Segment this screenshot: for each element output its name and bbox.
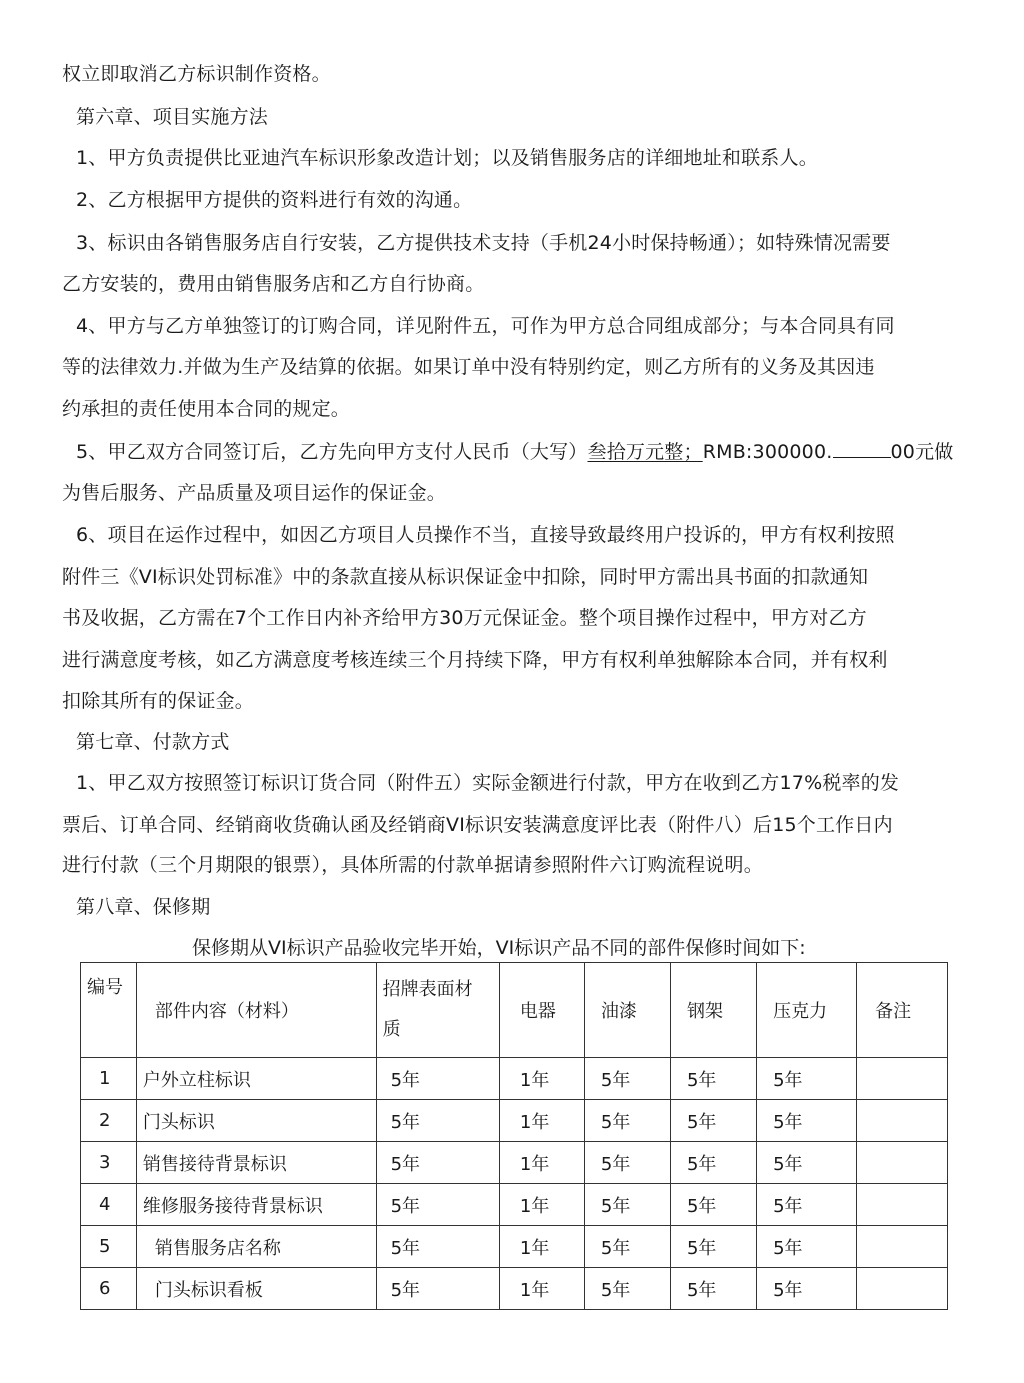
cell-note xyxy=(857,1100,948,1142)
deposit-amount-words: 叁拾万元整； xyxy=(587,441,703,463)
ch6-item-6-line-2: 附件三《VI标识处罚标准》中的条款直接从标识保证金中扣除，同时甲方需出具书面的扣款通知 xyxy=(62,566,869,588)
table-caption: 保修期从VI标识产品验收完毕开始，VI标识产品不同的部件保修时间如下: xyxy=(192,937,806,959)
deposit-amount-blank xyxy=(833,439,891,458)
cell-no: 3 xyxy=(81,1142,137,1184)
cell-electrical: 1年 xyxy=(499,1226,584,1268)
cell-electrical: 1年 xyxy=(499,1184,584,1226)
ch6-item-5-text: 5、甲乙双方合同签订后，乙方先向甲方支付人民币（大写） xyxy=(76,441,588,463)
cell-part: 销售服务店名称 xyxy=(136,1226,376,1268)
cell-paint: 5年 xyxy=(584,1142,670,1184)
cell-note xyxy=(857,1142,948,1184)
ch6-item-6-line-1: 6、项目在运作过程中，如因乙方项目人员操作不当，直接导致最终用户投诉的，甲方有权利按照 xyxy=(76,524,895,546)
cell-steel: 5年 xyxy=(670,1268,756,1310)
cell-paint: 5年 xyxy=(584,1100,670,1142)
ch6-item-6-line-5: 扣除其所有的保证金。 xyxy=(62,690,255,712)
cell-note xyxy=(857,1268,948,1310)
cell-note xyxy=(857,1184,948,1226)
cell-sign-material: 5年 xyxy=(376,1058,499,1100)
cell-steel: 5年 xyxy=(670,1100,756,1142)
table-row xyxy=(81,1184,948,1226)
ch6-item-6-line-4: 进行满意度考核，如乙方满意度考核连续三个月持续下降，甲方有权利单独解除本合同，并有权利 xyxy=(62,649,888,671)
cell-steel: 5年 xyxy=(670,1226,756,1268)
cell-electrical: 1年 xyxy=(499,1100,584,1142)
cell-sign-material: 5年 xyxy=(376,1142,499,1184)
cell-acrylic: 5年 xyxy=(757,1226,857,1268)
cell-no: 5 xyxy=(81,1226,137,1268)
cell-part: 门头标识看板 xyxy=(136,1268,376,1310)
table-row xyxy=(81,1058,948,1100)
cell-sign-material: 5年 xyxy=(376,1268,499,1310)
ch7-item-1-line-2: 票后、订单合同、经销商收货确认函及经销商VI标识安装满意度评比表（附件八）后15个工作日内 xyxy=(62,814,893,836)
header-sign-material xyxy=(376,963,499,1058)
header-acrylic: 压克力 xyxy=(757,963,857,1058)
cell-acrylic: 5年 xyxy=(757,1184,857,1226)
cell-paint: 5年 xyxy=(584,1184,670,1226)
cell-part: 户外立柱标识 xyxy=(136,1058,376,1100)
deposit-amount-rmb: RMB:300000. xyxy=(702,441,833,463)
cell-steel: 5年 xyxy=(670,1142,756,1184)
cell-sign-material: 5年 xyxy=(376,1100,499,1142)
table-row xyxy=(81,1100,948,1142)
cell-acrylic: 5年 xyxy=(757,1100,857,1142)
table-row xyxy=(81,1226,948,1268)
cell-paint: 5年 xyxy=(584,1226,670,1268)
cell-note xyxy=(857,1058,948,1100)
cell-acrylic: 5年 xyxy=(757,1058,857,1100)
ch6-item-4-line-3: 约承担的责任使用本合同的规定。 xyxy=(62,398,351,420)
cell-sign-material: 5年 xyxy=(376,1226,499,1268)
table-row xyxy=(81,1268,948,1310)
header-sign-line-1: 招牌表面材 xyxy=(382,979,473,1000)
warranty-table xyxy=(80,962,948,1310)
cell-electrical: 1年 xyxy=(499,1268,584,1310)
header-sign-line-2: 质 xyxy=(382,1019,401,1040)
cell-no: 2 xyxy=(81,1100,137,1142)
chapter-7-title: 第七章、付款方式 xyxy=(76,731,230,753)
cell-electrical: 1年 xyxy=(499,1142,584,1184)
cell-no: 1 xyxy=(81,1058,137,1100)
ch6-item-5-line-2: 为售后服务、产品质量及项目运作的保证金。 xyxy=(62,482,447,504)
ch6-item-1: 1、甲方负责提供比亚迪汽车标识形象改造计划；以及销售服务店的详细地址和联系人。 xyxy=(76,147,818,169)
cell-no: 4 xyxy=(81,1184,137,1226)
ch6-item-4-line-2: 等的法律效力.并做为生产及结算的依据。如果订单中没有特别约定，则乙方所有的义务及其因违 xyxy=(62,356,875,378)
cell-part: 销售接待背景标识 xyxy=(136,1142,376,1184)
cell-part: 维修服务接待背景标识 xyxy=(136,1184,376,1226)
header-electrical: 电器 xyxy=(499,963,584,1058)
cell-acrylic: 5年 xyxy=(757,1268,857,1310)
cell-note xyxy=(857,1226,948,1268)
ch7-item-1-line-1: 1、甲乙双方按照签订标识订货合同（附件五）实际金额进行付款，甲方在收到乙方17%税率的发 xyxy=(76,772,900,794)
cell-paint: 5年 xyxy=(584,1058,670,1100)
cell-steel: 5年 xyxy=(670,1184,756,1226)
cell-paint: 5年 xyxy=(584,1268,670,1310)
ch6-item-3-line-2: 乙方安装的，费用由销售服务店和乙方自行协商。 xyxy=(62,273,485,295)
cell-no: 6 xyxy=(81,1268,137,1310)
cell-steel: 5年 xyxy=(670,1058,756,1100)
table-row xyxy=(81,1142,948,1184)
header-paint: 油漆 xyxy=(584,963,670,1058)
deposit-amount-suffix: 00元做 xyxy=(890,441,954,463)
header-no: 编号 xyxy=(81,963,137,1058)
header-part: 部件内容（材料） xyxy=(136,963,376,1058)
ch6-item-2: 2、乙方根据甲方提供的资料进行有效的沟通。 xyxy=(76,189,473,211)
header-steel: 钢架 xyxy=(670,963,756,1058)
header-note: 备注 xyxy=(857,963,948,1058)
ch6-item-3-line-1: 3、标识由各销售服务店自行安装，乙方提供技术支持（手机24小时保持畅通）；如特殊情况需要 xyxy=(76,232,891,254)
chapter-6-title: 第六章、项目实施方法 xyxy=(76,106,269,128)
ch7-item-1-line-3: 进行付款（三个月期限的银票），具体所需的付款单据请参照附件六订购流程说明。 xyxy=(62,854,763,876)
cell-electrical: 1年 xyxy=(499,1058,584,1100)
ch6-item-5-line-1 xyxy=(76,439,954,464)
cell-part: 门头标识 xyxy=(136,1100,376,1142)
ch6-item-4-line-1: 4、甲方与乙方单独签订的订购合同，详见附件五，可作为甲方总合同组成部分；与本合同具有同 xyxy=(76,315,895,337)
cell-acrylic: 5年 xyxy=(757,1142,857,1184)
chapter-8-title: 第八章、保修期 xyxy=(76,896,211,918)
paragraph-continuation: 权立即取消乙方标识制作资格。 xyxy=(62,63,331,85)
cell-sign-material: 5年 xyxy=(376,1184,499,1226)
table-header-row xyxy=(81,963,948,1058)
ch6-item-6-line-3: 书及收据，乙方需在7个工作日内补齐给甲方30万元保证金。整个项目操作过程中，甲方对乙方 xyxy=(62,607,867,629)
